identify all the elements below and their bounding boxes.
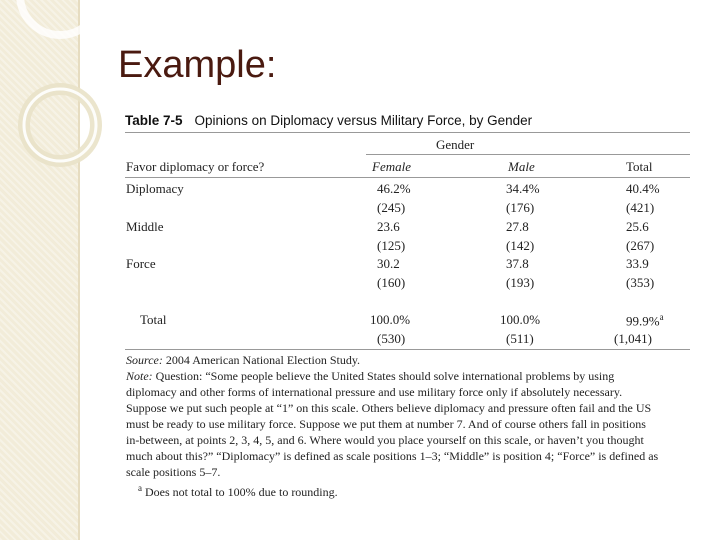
source-text: 2004 American National Election Study. [165, 353, 361, 367]
column-header-female: Female [372, 159, 411, 174]
note-line-2: diplomacy and other forms of international pressure and use military force only if absolutely necessary. [126, 385, 623, 399]
total-male-pct: 100.0% [500, 312, 541, 327]
diplomacy-male-n: (176) [506, 200, 535, 215]
table-caption: Opinions on Diplomacy versus Military Force, by Gender [194, 113, 533, 128]
table-label: Table 7-5 [125, 113, 183, 128]
force-female-n: (160) [377, 275, 406, 290]
total-male-n: (511) [506, 331, 534, 346]
middle-male-n: (142) [506, 238, 535, 253]
row-header: Favor diplomacy or force? [126, 159, 265, 174]
middle-total-n: (267) [626, 238, 655, 253]
total-total-pct-value: 99.9% [626, 313, 660, 329]
total-footnote-mark: a [659, 312, 664, 322]
group-header: Gender [436, 137, 475, 152]
column-header-male: Male [508, 159, 535, 174]
force-female-pct: 30.2 [377, 256, 400, 271]
note-line-4: must be ready to use military force. Suppose we put them at number 7. And of course others fall in positions [126, 417, 646, 431]
row-label-total: Total [140, 312, 167, 327]
table-top-rule [125, 132, 690, 133]
slide-title: Example: [118, 44, 277, 86]
middle-male-pct: 27.8 [506, 219, 529, 234]
source-line [126, 352, 692, 368]
row-label-force: Force [126, 256, 156, 271]
source-label: Source: [126, 353, 163, 367]
middle-female-pct: 23.6 [377, 219, 400, 234]
note-label: Note: [126, 369, 153, 383]
table-notes [126, 352, 692, 500]
diplomacy-female-n: (245) [377, 200, 406, 215]
note-line-1 [126, 368, 692, 384]
footnote-line [126, 480, 692, 500]
decorative-circles [0, 0, 140, 200]
note-text-1: Question: “Some people believe the United States should solve international problems by using [155, 369, 615, 383]
footnote-text: Does not total to 100% due to rounding. [145, 485, 338, 499]
force-total-n: (353) [626, 275, 655, 290]
total-female-pct: 100.0% [370, 312, 411, 327]
header-rule [125, 177, 690, 178]
note-line-3: Suppose we put such people at “1” on this scale. Others believe diplomacy and pressure often fail and the US [126, 401, 652, 415]
column-header-total: Total [626, 159, 653, 174]
note-line-5: in-between, at points 2, 3, 4, 5, and 6. Where would you place yourself on this scale, or haven’t you thought [126, 433, 644, 447]
row-label-middle: Middle [126, 219, 164, 234]
table-heading [125, 113, 532, 128]
force-male-n: (193) [506, 275, 535, 290]
diplomacy-total-pct: 40.4% [626, 181, 660, 196]
group-rule [366, 154, 690, 155]
note-line-7: scale positions 5–7. [126, 465, 221, 479]
force-total-pct: 33.9 [626, 256, 649, 271]
total-female-n: (530) [377, 331, 406, 346]
diplomacy-female-pct: 46.2% [377, 181, 411, 196]
diplomacy-total-n: (421) [626, 200, 655, 215]
row-label-diplomacy: Diplomacy [126, 181, 184, 196]
force-male-pct: 37.8 [506, 256, 529, 271]
total-total-n: (1,041) [614, 331, 652, 346]
total-total-pct [626, 312, 664, 329]
middle-female-n: (125) [377, 238, 406, 253]
footnote-mark: a [138, 483, 142, 493]
diplomacy-male-pct: 34.4% [506, 181, 540, 196]
middle-total-pct: 25.6 [626, 219, 649, 234]
table-bottom-rule [125, 349, 690, 350]
note-line-6: much about this?” “Diplomacy” is defined as scale positions 1–3; “Middle” is position 4; “Force” is defined as [126, 449, 659, 463]
